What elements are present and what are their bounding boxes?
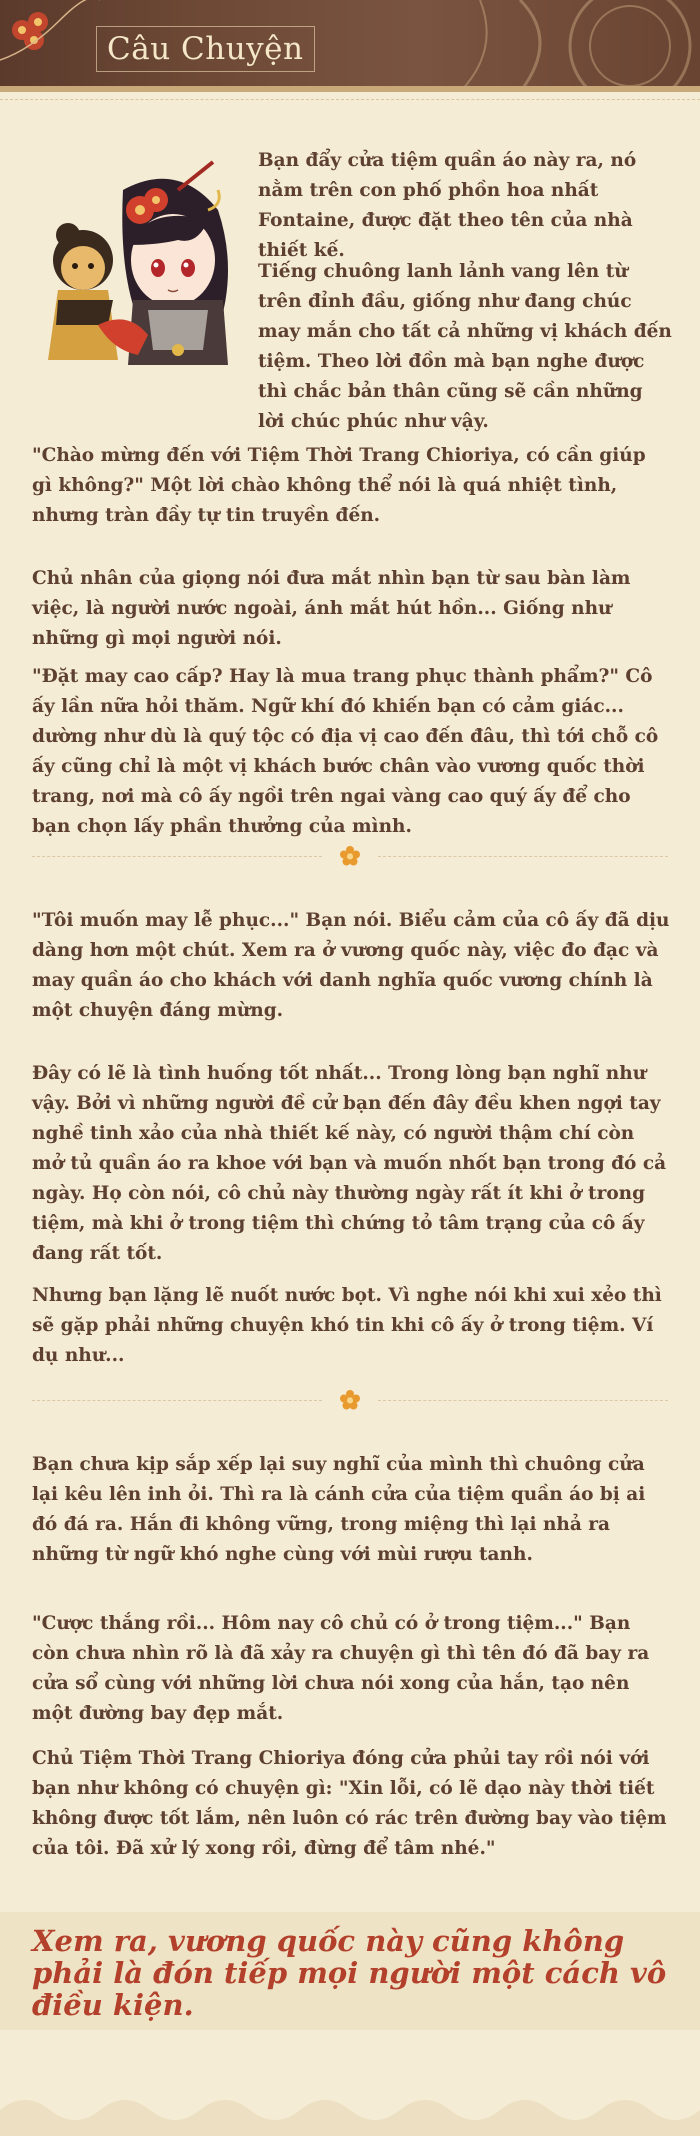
header-banner bbox=[0, 0, 700, 92]
header-pattern-icon bbox=[400, 0, 700, 92]
header-stripe bbox=[0, 86, 700, 92]
story-paragraph-3: "Chào mừng đến với Tiệm Thời Trang Chioriya, có cần giúp gì không?" Một lời chào không thể nói là quá nhiệt tình, nhưng tràn đầy tự tin truyền đến. bbox=[32, 445, 646, 526]
story-paragraph-6: "Tôi muốn may lễ phục..." Bạn nói. Biểu cảm của cô ấy đã dịu dàng hơn một chút. Xem ra ở vương quốc này, việc đo đạc và may quần áo cho khách với danh nghĩa quốc vương chính là một chuyện đáng mừng. bbox=[32, 910, 670, 1021]
flower-ornament-icon bbox=[0, 0, 100, 92]
story-paragraph-2: Tiếng chuông lanh lảnh vang lên từ trên đỉnh đầu, giống như đang chúc may mắn cho tất cả những vị khách đến tiệm. Theo lời đồn mà bạn nghe được thì chắc bản thân cũng sẽ cần những lời chúc phúc như vậy. bbox=[258, 261, 672, 432]
flower-divider-icon bbox=[340, 1390, 360, 1410]
story-paragraph-7: Đây có lẽ là tình huống tốt nhất... Trong lòng bạn nghĩ như vậy. Bởi vì những người đề cử bạn đến đây đều khen ngợi tay nghề tinh xảo của nhà thiết kế này, có người thậm chí còn mở tủ quần áo ra khoe với bạn và muốn nhốt bạn trong đó cả ngày. Họ còn nói, cô chủ này thường ngày rất ít khi ở trong tiệm, mà khi ở trong tiệm thì chứng tỏ tâm trạng của cô ấy đang rất tốt. bbox=[32, 1063, 667, 1264]
story-paragraph-5: "Đặt may cao cấp? Hay là mua trang phục thành phẩm?" Cô ấy lần nữa hỏi thăm. Ngữ khí đó khiến bạn có cảm giác... dường như dù là quý tộc có địa vị cao đến đâu, thì tới chỗ cô ấy cũng chỉ là một vị khách bước chân vào vương quốc thời trang, nơi mà cô ấy ngồi trên ngai vàng cao quý ấy để cho bạn chọn lấy phần thưởng của mình. bbox=[32, 666, 659, 837]
header-divider bbox=[0, 99, 700, 100]
closing-statement: Xem ra, vương quốc này cũng không phải là đón tiếp mọi người một cách vô điều kiện. bbox=[32, 1924, 667, 2022]
story-paragraph-4: Chủ nhân của giọng nói đưa mắt nhìn bạn từ sau bàn làm việc, là người nước ngoài, ánh mắt hút hồn... Giống như những gì mọi người nói. bbox=[32, 568, 631, 649]
flower-divider-icon bbox=[340, 846, 360, 866]
page-title: Câu Chuyện bbox=[107, 31, 304, 67]
story-paragraph-8: Nhưng bạn lặng lẽ nuốt nước bọt. Vì nghe nói khi xui xẻo thì sẽ gặp phải những chuyện khó tin khi cô ấy ở trong tiệm. Ví dụ như... bbox=[32, 1285, 662, 1366]
story-paragraph-1: Bạn đẩy cửa tiệm quần áo này ra, nó nằm trên con phố phồn hoa nhất Fontaine, được đặt theo tên của nhà thiết kế. bbox=[258, 150, 637, 261]
bottom-wave-pattern-icon bbox=[0, 2080, 700, 2136]
chibi-character-illustration bbox=[28, 150, 248, 370]
story-paragraph-11: Chủ Tiệm Thời Trang Chioriya đóng cửa phủi tay rồi nói với bạn như không có chuyện gì: "Xin lỗi, có lẽ dạo này thời tiết không được tốt lắm, nên luôn có rác trên đường bay vào tiệm của tôi. Đã xử lý xong rồi, đừng để tâm nhé." bbox=[32, 1748, 667, 1859]
section-divider bbox=[32, 1390, 668, 1410]
section-divider bbox=[32, 846, 668, 866]
title-frame bbox=[96, 26, 315, 72]
story-paragraph-10: "Cược thắng rồi... Hôm nay cô chủ có ở trong tiệm..." Bạn còn chưa nhìn rõ là đã xảy ra chuyện gì thì tên đó đã bay ra cửa sổ cùng với những lời chưa nói xong của hắn, tạo nên một đường bay đẹp mắt. bbox=[32, 1613, 650, 1724]
story-paragraph-9: Bạn chưa kịp sắp xếp lại suy nghĩ của mình thì chuông cửa lại kêu lên inh ỏi. Thì ra là cánh cửa của tiệm quần áo bị ai đó đá ra. Hắn đi không vững, trong miệng thì lại nhả ra những từ ngữ khó nghe cùng với mùi rượu tanh. bbox=[32, 1454, 646, 1565]
